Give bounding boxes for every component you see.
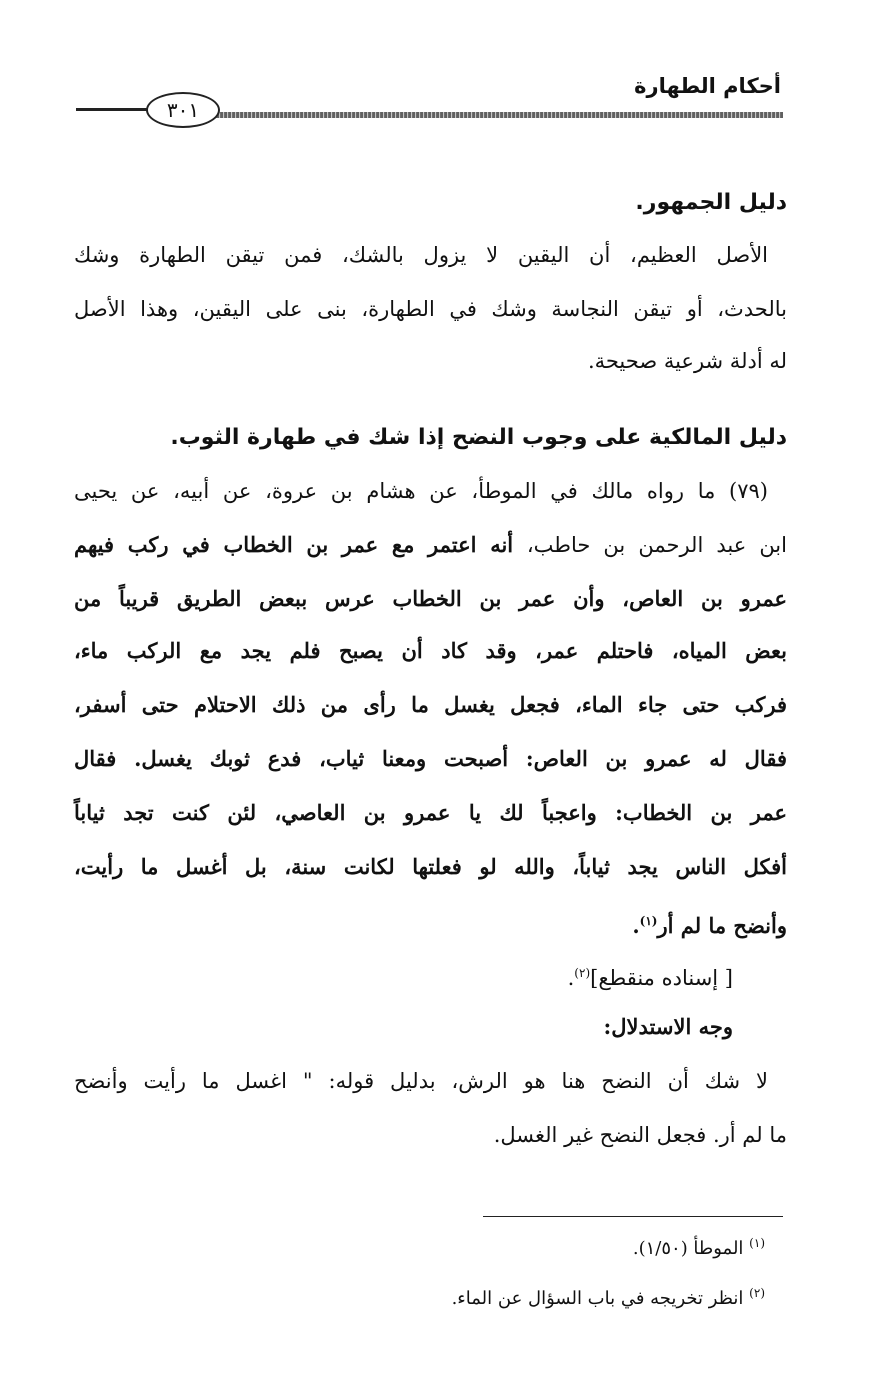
- footnote-text: انظر تخريجه في باب السؤال عن الماء.: [451, 1288, 744, 1309]
- footnote-marker: (٢): [749, 1286, 765, 1300]
- hadith-line: عمرو بن العاص، وأن عمر بن الخطاب عرس ببعض الطريق قريباً من: [74, 586, 787, 611]
- hadith-line: أفكل الناس يجد ثياباً، والله لو فعلتها لكانت سنة، بل أغسل ما رأيت،: [74, 854, 787, 879]
- header-rule: [205, 112, 783, 118]
- wajh-line: ما لم أر. فجعل النضح غير الغسل.: [493, 1123, 787, 1147]
- wajh-line: لا شك أن النضح هنا هو الرش، بدليل قوله: " اغسل ما رأيت وأنضح: [74, 1069, 768, 1093]
- hadith-line: (٧٩) ما رواه مالك في الموطأ، عن هشام بن عروة، عن أبيه، عن يحيى: [74, 479, 768, 503]
- paragraph-line: الأصل العظيم، أن اليقين لا يزول بالشك، فمن تيقن الطهارة وشك: [74, 243, 768, 267]
- paragraph-line: له أدلة شرعية صحيحة.: [587, 349, 787, 373]
- running-title: أحكام الطهارة: [634, 74, 781, 98]
- page-number: ٣٠١: [146, 92, 220, 128]
- isnad-text: [ إسناده منقطع]: [590, 966, 733, 990]
- paragraph-line: بالحدث، أو تيقن النجاسة وشك في الطهارة، بنى على اليقين، وهذا الأصل: [74, 297, 787, 321]
- footnote-2: [452, 1286, 765, 1309]
- footnote-rule: [483, 1216, 783, 1217]
- section-heading-malikiyya: دليل المالكية على وجوب النضح إذا شك في طهارة الثوب.: [170, 425, 787, 450]
- footnote-marker: (١): [749, 1236, 765, 1250]
- hadith-line: فقال له عمرو بن العاص: أصبحت ومعنا ثياب، فدع ثوبك يغسل. فقال: [74, 746, 787, 771]
- hadith-line: وأنضح ما لم أر$^{(١)}$.: [632, 913, 787, 938]
- hadith-line: بعض المياه، فاحتلم عمر، وقد كاد أن يصبح فلم يجد مع الركب ماء،: [74, 638, 787, 663]
- wajh-heading: وجه الاستدلال:: [603, 1014, 733, 1039]
- hadith-text: أنه اعتمر مع عمر بن الخطاب في ركب فيهم: [74, 532, 527, 557]
- hadith-narrator: ابن عبد الرحمن بن حاطب،: [526, 533, 787, 557]
- footnote-ref-2[interactable]: (٢): [574, 966, 591, 980]
- section-heading-jumhur: دليل الجمهور.: [635, 190, 787, 215]
- footnote-ref-1[interactable]: (١): [639, 914, 658, 928]
- footnote-1: [633, 1236, 765, 1259]
- hadith-line: فركب حتى جاء الماء، فجعل يغسل ما رأى من ذلك الاحتلام حتى أسفر،: [74, 692, 787, 717]
- hadith-line: عمر بن الخطاب: واعجباً لك يا عمرو بن العاصي، لئن كنت تجد ثياباً: [74, 800, 787, 825]
- hadith-line: [74, 530, 787, 560]
- hadith-last-text: وأنضح ما لم أر: [657, 913, 787, 938]
- footnote-text: الموطأ (١/٥٠).: [632, 1238, 744, 1259]
- isnad-line: [ إسناده منقطع]$^{(٢)}$.: [567, 966, 733, 990]
